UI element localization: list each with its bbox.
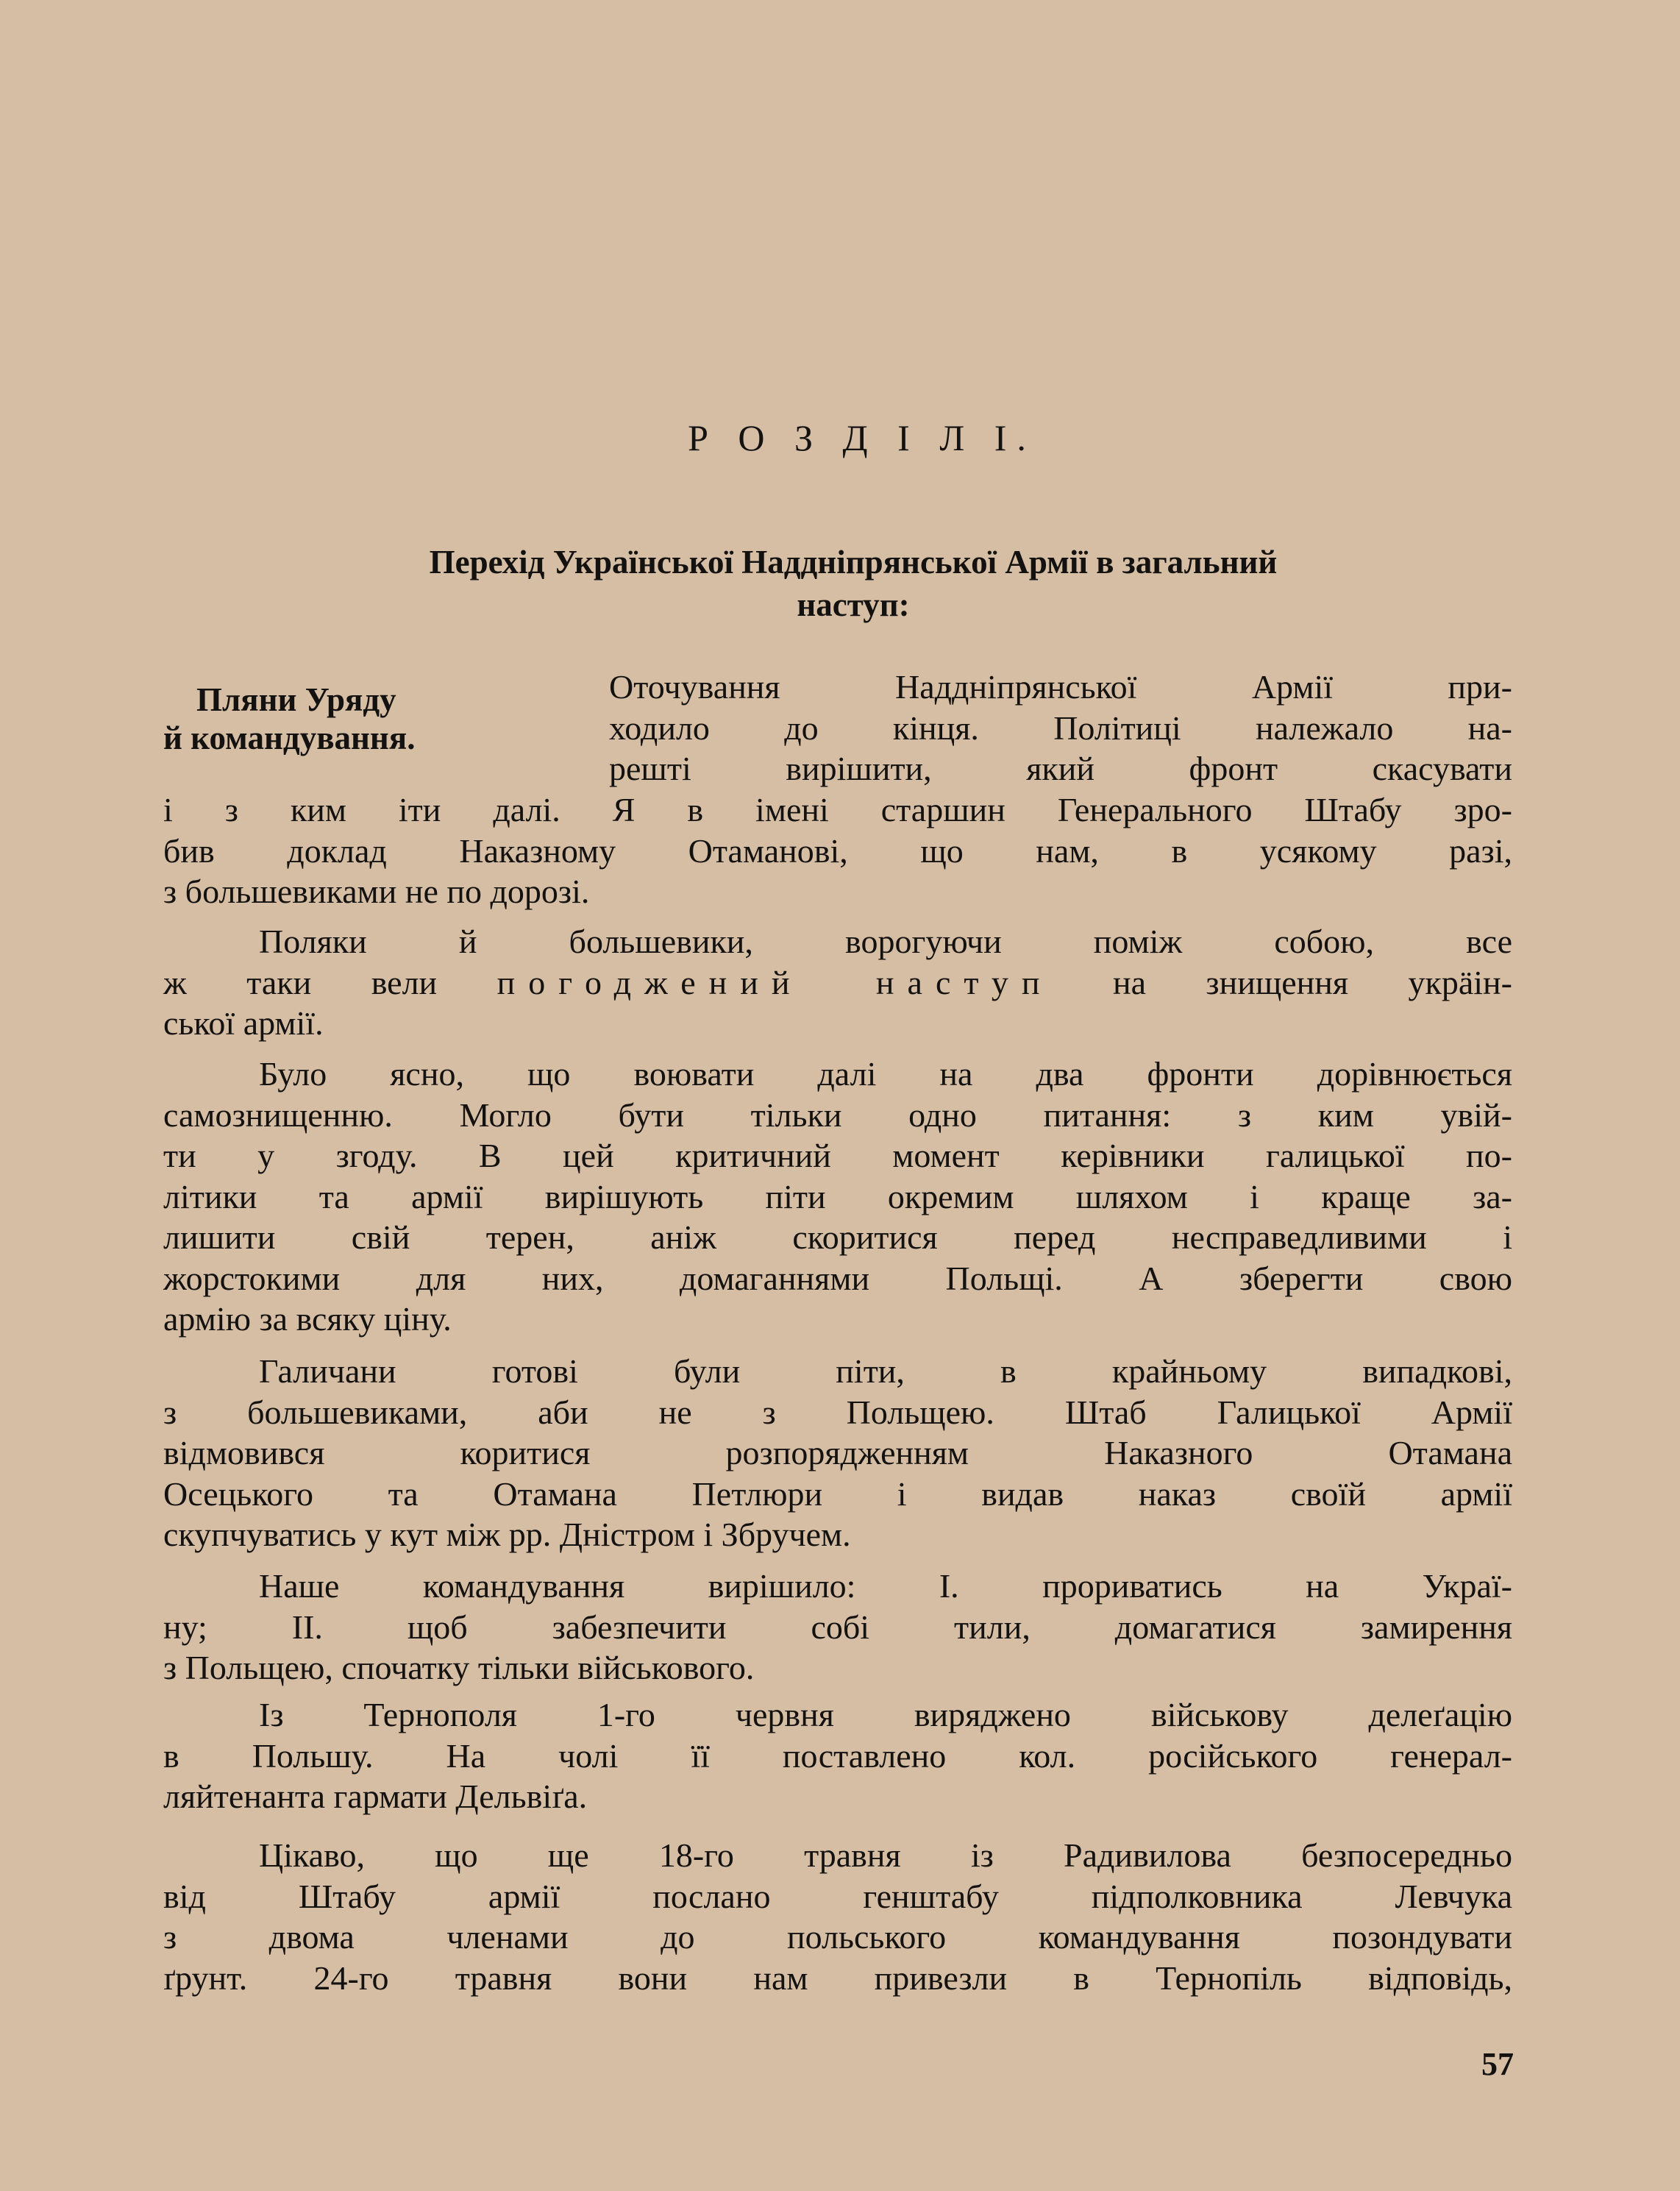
paragraph-line: ну; ІІ. щоб забезпечити собі тили, домагатися замирення: [163, 1608, 1512, 1646]
paragraph-line: Галичани готові були піти, в крайньому випадкові,: [259, 1352, 1512, 1390]
side-note: [163, 681, 546, 757]
section-heading-line-2: наступ:: [797, 586, 910, 623]
paragraph-line: лишити свій терен, аніж скоритися перед несправедливими і: [163, 1218, 1512, 1256]
paragraph-line: ґрунт. 24-го травня вони нам привезли в Тернопіль відповідь,: [163, 1959, 1512, 1997]
page-number: 57: [1481, 2046, 1514, 2082]
paragraph-7: [163, 1835, 1512, 1998]
paragraph-line: Цікаво, що ще 18-го травня із Радивилова безпосередньо: [259, 1836, 1512, 1874]
paragraph-line: з большевиками, аби не з Польщею. Штаб Галицької Армії: [163, 1393, 1512, 1431]
paragraph-line: скупчуватись у кут між рр. Дністром і Збручем.: [163, 1516, 851, 1553]
paragraph-line: армію за всяку ціну.: [163, 1300, 452, 1338]
paragraph-text: ж таки вели: [163, 963, 438, 1001]
paragraph-line: жорстокими для них, домаганнями Польщі. А зберегти свою: [163, 1259, 1512, 1297]
paragraph-line: відмовився коритися розпорядженням Наказного Отамана: [163, 1434, 1512, 1471]
paragraph-line: Оточування Наддніпрянської Армії при-: [609, 668, 1512, 706]
side-note-line-2: й командування.: [163, 720, 416, 756]
paragraph-6: [163, 1694, 1512, 1817]
paragraph-line: в Польшу. На чолі її поставлено кол. російського генерал-: [163, 1736, 1512, 1775]
paragraph-line: ти у згоду. В цей критичний момент керівники галицької по-: [163, 1137, 1512, 1174]
paragraph-line: ської армії.: [163, 1004, 324, 1042]
chapter-title: Р О З Д І Л І.: [688, 417, 1036, 458]
paragraph-line: ходило до кінця. Політиці належало на-: [609, 709, 1512, 747]
section-heading: [199, 541, 1508, 626]
paragraph-line: самознищенню. Могло бути тільки одно питання: з ким увій-: [163, 1096, 1512, 1134]
paragraph-3: [163, 1054, 1512, 1340]
paragraph-line: Поляки й большевики, ворогуючи поміж собою, все: [259, 923, 1512, 960]
paragraph-1-top: [609, 667, 1512, 789]
spaced-emphasis: погоджений наступ: [496, 963, 1053, 1001]
paragraph-line: ляйтенанта гармати Дельвіґа.: [163, 1778, 588, 1815]
paragraph-line: і з ким іти далі. Я в імені старшин Генерального Штабу зро-: [163, 791, 1512, 828]
paragraph-line: решті вирішити, який фронт скасувати: [609, 750, 1512, 787]
paragraph-line: з двома членами до польського командування позондувати: [163, 1918, 1512, 1956]
paragraph-5: [163, 1566, 1512, 1688]
section-heading-line-1: Перехід Української Наддніпрянської Армії в загальний: [429, 544, 1278, 580]
paragraph-line: літики та армії вирішують піти окремим шляхом і краще за-: [163, 1177, 1512, 1215]
paragraph-line: бив доклад Наказному Отаманові, що нам, в усякому разі,: [163, 831, 1512, 870]
paragraph-line: від Штабу армії послано генштабу підполковника Левчука: [163, 1877, 1512, 1915]
paragraph-line: з Польщею, спочатку тільки військового.: [163, 1649, 755, 1686]
paragraph-line: [163, 962, 1512, 1004]
paragraph-line: Наше командування вирішило: І. прориватись на Украї-: [259, 1567, 1512, 1605]
paragraph-2: [163, 921, 1512, 1044]
paragraph-text: на знищення укрӓін-: [1112, 963, 1512, 1001]
paragraph-line: Із Тернополя 1-го червня виряджено військову делеґацію: [259, 1696, 1512, 1733]
paragraph-line: Осецького та Отамана Петлюри і видав наказ своїй армії: [163, 1474, 1512, 1513]
paragraph-4: [163, 1351, 1512, 1555]
paragraph-line: з большевиками не по дорозі.: [163, 873, 590, 910]
side-note-line-1: Пляни Уряду: [196, 681, 396, 718]
paragraph-1-rest: [163, 789, 1512, 912]
paragraph-line: Було ясно, що воювати далі на два фронти дорівнюється: [259, 1055, 1512, 1093]
